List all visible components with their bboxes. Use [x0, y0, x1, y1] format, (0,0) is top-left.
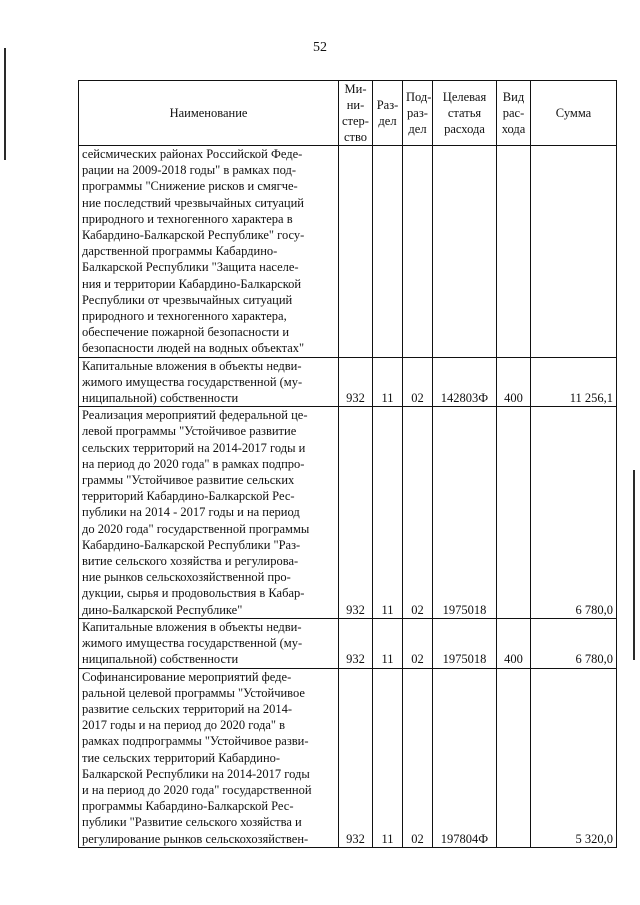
row-ministry: 932 — [339, 668, 373, 847]
header-name: Наименование — [79, 81, 339, 146]
table-header-row — [79, 81, 617, 146]
row-target: 142803Ф — [433, 357, 497, 407]
row-section: 11 — [373, 618, 403, 668]
table-row — [79, 668, 617, 847]
header-target: Целевая статья расхода — [433, 81, 497, 146]
row-target: 197804Ф — [433, 668, 497, 847]
header-expense-type: Вид рас- хода — [497, 81, 531, 146]
row-subsection: 02 — [403, 668, 433, 847]
row-section: 11 — [373, 357, 403, 407]
header-subsection: Под- раз- дел — [403, 81, 433, 146]
row-expense-type — [497, 407, 531, 619]
row-expense-type: 400 — [497, 357, 531, 407]
row-name: Капитальные вложения в объекты недви- жимого имущества государственной (му- ниципальной) собственности — [79, 357, 339, 407]
page-number: 52 — [313, 40, 327, 55]
row-target: 1975018 — [433, 407, 497, 619]
table-row — [79, 146, 617, 358]
row-ministry — [339, 146, 373, 358]
row-ministry: 932 — [339, 618, 373, 668]
row-name: сейсмических районах Российской Феде- рации на 2009-2018 годы" в рамках под- программы "Снижение рисков и смягче- ние последствий чрезвычайных ситуаций природного и техногенного характера в Кабардино-Балкарской Республике" госу- дарственной программы Кабардино- Балкарской Республики "Защита населе- ния и территории Кабардино-Балкарской Республики от чрезвычайных ситуаций природного и техногенного характера, обеспечение пожарной безопасности и безопасности людей на водных объектах" — [79, 146, 339, 358]
table-row — [79, 618, 617, 668]
row-ministry: 932 — [339, 407, 373, 619]
row-sum: 6 780,0 — [531, 618, 617, 668]
row-target: 1975018 — [433, 618, 497, 668]
row-subsection: 02 — [403, 357, 433, 407]
row-expense-type: 400 — [497, 618, 531, 668]
row-target — [433, 146, 497, 358]
table-row — [79, 407, 617, 619]
scan-margin-line-left — [4, 48, 6, 160]
row-section: 11 — [373, 668, 403, 847]
budget-table — [78, 80, 617, 848]
header-section: Раз- дел — [373, 81, 403, 146]
row-name: Реализация мероприятий федеральной це- левой программы "Устойчивое развитие сельских территорий на 2014-2017 годы и на период до 2020 года" в рамках подпро- граммы "Устойчивое развитие сельских территорий Кабардино-Балкарской Рес- публики на 2014 - 2017 годы и на период до 2020 года" государственной программы Кабардино-Балкарской Республики "Раз- витие сельского хозяйства и регулирова- ние рынков сельскохозяйственной про- дукции, сырья и продовольствия в Кабар- дино-Балкарской Республике" — [79, 407, 339, 619]
scan-margin-line-right — [633, 470, 635, 660]
header-sum: Сумма — [531, 81, 617, 146]
row-name: Софинансирование мероприятий феде- ральной целевой программы "Устойчивое развитие сельских территорий на 2014- 2017 годы и на период до 2020 года" в рамках подпрограммы "Устойчивое разви- тие сельских территорий Кабардино- Балкарской Республики на 2014-2017 годы и на период до 2020 года" государственной программы Кабардино-Балкарской Рес- публики "Развитие сельского хозяйства и регулирование рынков сельскохозяйствен- — [79, 668, 339, 847]
row-sum: 6 780,0 — [531, 407, 617, 619]
row-subsection — [403, 146, 433, 358]
row-section: 11 — [373, 407, 403, 619]
row-sum: 11 256,1 — [531, 357, 617, 407]
table-row — [79, 357, 617, 407]
row-subsection: 02 — [403, 407, 433, 619]
row-ministry: 932 — [339, 357, 373, 407]
row-expense-type — [497, 146, 531, 358]
row-sum — [531, 146, 617, 358]
row-expense-type — [497, 668, 531, 847]
row-section — [373, 146, 403, 358]
header-ministry: Ми- ни- стер- ство — [339, 81, 373, 146]
row-sum: 5 320,0 — [531, 668, 617, 847]
row-name: Капитальные вложения в объекты недви- жимого имущества государственной (му- ниципальной) собственности — [79, 618, 339, 668]
row-subsection: 02 — [403, 618, 433, 668]
